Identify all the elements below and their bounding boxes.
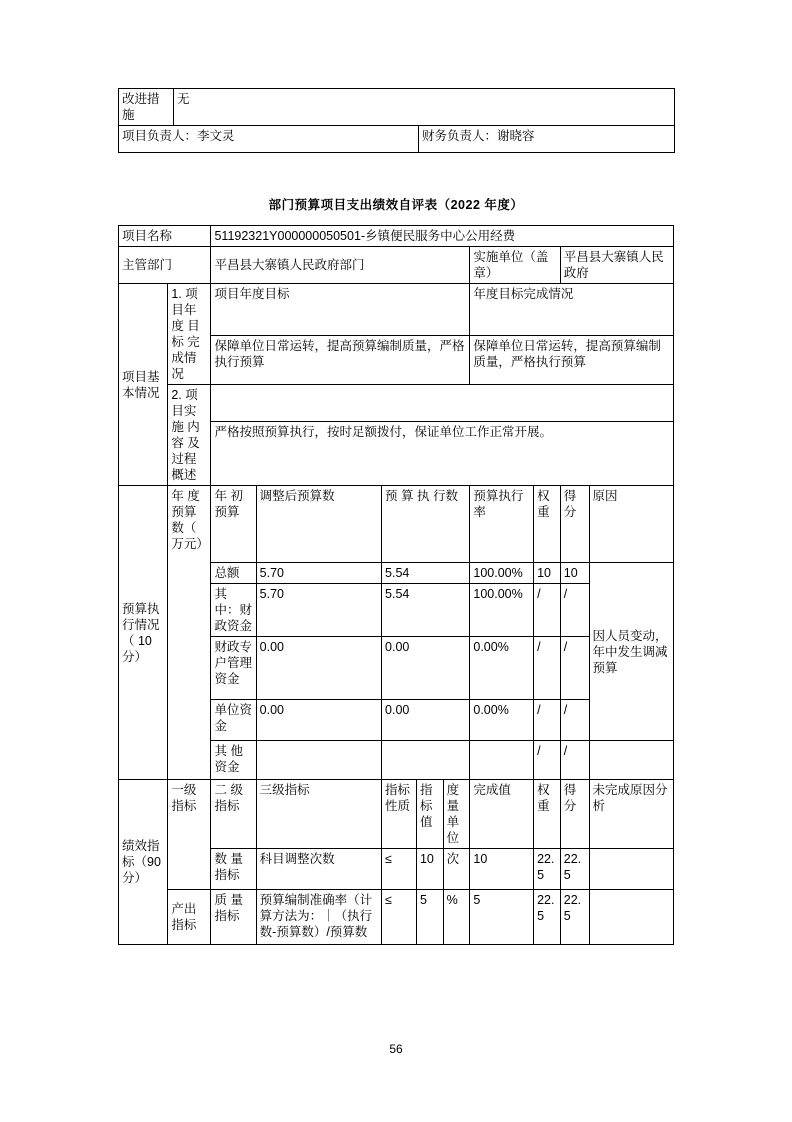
indicator-header-value: 指标值 [416, 780, 443, 849]
implement-unit-value: 平昌县大寨镇人民政府 [560, 247, 673, 284]
indicator-header-level2: 二 级 指标 [211, 780, 256, 849]
indicator-weight: 22.5 [534, 890, 561, 945]
indicator-header-done: 完成值 [470, 780, 534, 849]
budget-row-name: 其 中：财政资金 [211, 584, 256, 637]
budget-row-name: 其 他 资金 [211, 741, 256, 780]
finance-leader: 财务负责人：谢晓容 [419, 126, 675, 153]
budget-header-score: 得分 [560, 486, 589, 563]
budget-row-weight: / [534, 637, 561, 700]
top-table [118, 88, 675, 153]
page-number: 56 [389, 1042, 403, 1056]
indicator-header-level3: 三级指标 [256, 780, 381, 849]
indicator-nature: ≤ [382, 849, 417, 890]
budget-row-reason-empty [589, 741, 673, 780]
annual-goal-col1: 项目年度目标 [211, 284, 470, 336]
indicator-done: 5 [470, 890, 534, 945]
improvement-measures-label: 改进措施 [119, 89, 174, 126]
implement-unit-label: 实施单位（盖章） [470, 247, 560, 284]
indicator-nature: ≤ [382, 890, 417, 945]
table-row [119, 486, 674, 563]
budget-row-executed: 0.00 [382, 637, 470, 700]
indicator-weight: 22.5 [534, 849, 561, 890]
content-overview-spacer [211, 385, 674, 422]
indicator-value: 10 [416, 849, 443, 890]
document-body [118, 88, 674, 945]
annual-goal-text-2: 保障单位日常运转，提高预算编制质量，严格执行预算 [470, 336, 674, 385]
budget-row-initial: 5.70 [256, 584, 381, 637]
budget-header-reason: 原因 [589, 486, 673, 563]
budget-header-adjusted: 调整后预算数 [256, 486, 381, 563]
budget-header-rate: 预算执行率 [470, 486, 534, 563]
budget-sub-label: 年 度 预算 数（ 万元） [168, 486, 211, 780]
budget-row-initial: 5.70 [256, 563, 381, 584]
budget-row-initial: 0.00 [256, 700, 381, 741]
supervisor-label: 主管部门 [119, 247, 211, 284]
indicator-header-nature: 指标性质 [382, 780, 417, 849]
indicator-score: 22.5 [560, 890, 589, 945]
indicator-level2: 质 量 指标 [211, 890, 256, 945]
indicator-value: 5 [416, 890, 443, 945]
budget-row-rate: 100.00% [470, 563, 534, 584]
budget-row-score: / [560, 741, 589, 780]
budget-row-name: 总额 [211, 563, 256, 584]
budget-row-rate: 0.00% [470, 700, 534, 741]
project-leader: 项目负责人：李文灵 [119, 126, 419, 153]
basic-info-label: 项目基本情况 [119, 284, 168, 486]
indicator-level3: 预算编制准确率（计算方法为：｜（执行数-预算数）/预算数 [256, 890, 381, 945]
budget-row-name: 财政专户管理资金 [211, 637, 256, 700]
budget-row-score: 10 [560, 563, 589, 584]
form-title-row [119, 187, 674, 226]
indicator-done: 10 [470, 849, 534, 890]
indicator-score: 22.5 [560, 849, 589, 890]
indicator-unit: 次 [443, 849, 470, 890]
table-row [119, 780, 674, 849]
annual-goal-col2: 年度目标完成情况 [470, 284, 674, 336]
table-row [119, 126, 675, 153]
budget-reason: 因人员变动，年中发生调减预算 [589, 563, 673, 741]
content-overview-label: 2. 项 目实 施 内容 及 过程概述 [168, 385, 211, 486]
budget-row-score: / [560, 637, 589, 700]
indicator-label: 绩效指标（90 分） [119, 780, 168, 945]
project-name-label: 项目名称 [119, 226, 211, 247]
budget-row-rate [470, 741, 534, 780]
indicator-level2: 数 量 指标 [211, 849, 256, 890]
budget-row-name: 单位资金 [211, 700, 256, 741]
budget-row-initial [256, 741, 381, 780]
project-name-value: 51192321Y000000050501-乡镇便民服务中心公用经费 [211, 226, 674, 247]
content-overview-text: 严格按照预算执行，按时足额拨付，保证单位工作正常开展。 [211, 422, 674, 486]
budget-row-executed [382, 741, 470, 780]
improvement-measures-value: 无 [174, 89, 675, 126]
indicator-header-level1: 一级指标 [168, 780, 211, 890]
indicator-header-reason: 未完成原因分析 [589, 780, 673, 849]
budget-row-rate: 100.00% [470, 584, 534, 637]
table-row [119, 284, 674, 336]
indicator-reason [589, 849, 673, 890]
budget-header-executed: 预 算 执 行数 [382, 486, 470, 563]
budget-row-rate: 0.00% [470, 637, 534, 700]
indicator-header-weight: 权重 [534, 780, 561, 849]
table-row [119, 385, 674, 422]
budget-row-executed: 5.54 [382, 584, 470, 637]
budget-row-executed: 5.54 [382, 563, 470, 584]
budget-row-executed: 0.00 [382, 700, 470, 741]
budget-row-weight: / [534, 741, 561, 780]
table-row [119, 226, 674, 247]
performance-evaluation-table [118, 187, 674, 945]
table-row [119, 890, 674, 945]
spacer [118, 153, 674, 187]
indicator-header-score: 得分 [560, 780, 589, 849]
page-title: 部门预算项目支出绩效自评表（2022 年度） [268, 198, 524, 212]
budget-row-weight: / [534, 584, 561, 637]
budget-exec-label: 预算执行情况（ 10 分） [119, 486, 168, 780]
indicator-unit: % [443, 890, 470, 945]
indicator-reason [589, 890, 673, 945]
budget-header-initial: 年 初 预算 [211, 486, 256, 563]
budget-row-weight: / [534, 700, 561, 741]
budget-row-weight: 10 [534, 563, 561, 584]
budget-row-score: / [560, 584, 589, 637]
indicator-level3: 科目调整次数 [256, 849, 381, 890]
supervisor-value: 平昌县大寨镇人民政府部门 [211, 247, 470, 284]
annual-goal-label: 1. 项 目年 度 目标 完 成情况 [168, 284, 211, 385]
budget-row-score: / [560, 700, 589, 741]
budget-header-weight: 权重 [534, 486, 561, 563]
indicator-level1: 产出指标 [168, 890, 211, 945]
table-row [119, 247, 674, 284]
table-row [119, 89, 675, 126]
annual-goal-text-1: 保障单位日常运转，提高预算编制质量，严格执行预算 [211, 336, 470, 385]
budget-row-initial: 0.00 [256, 637, 381, 700]
indicator-header-unit: 度量单位 [443, 780, 470, 849]
